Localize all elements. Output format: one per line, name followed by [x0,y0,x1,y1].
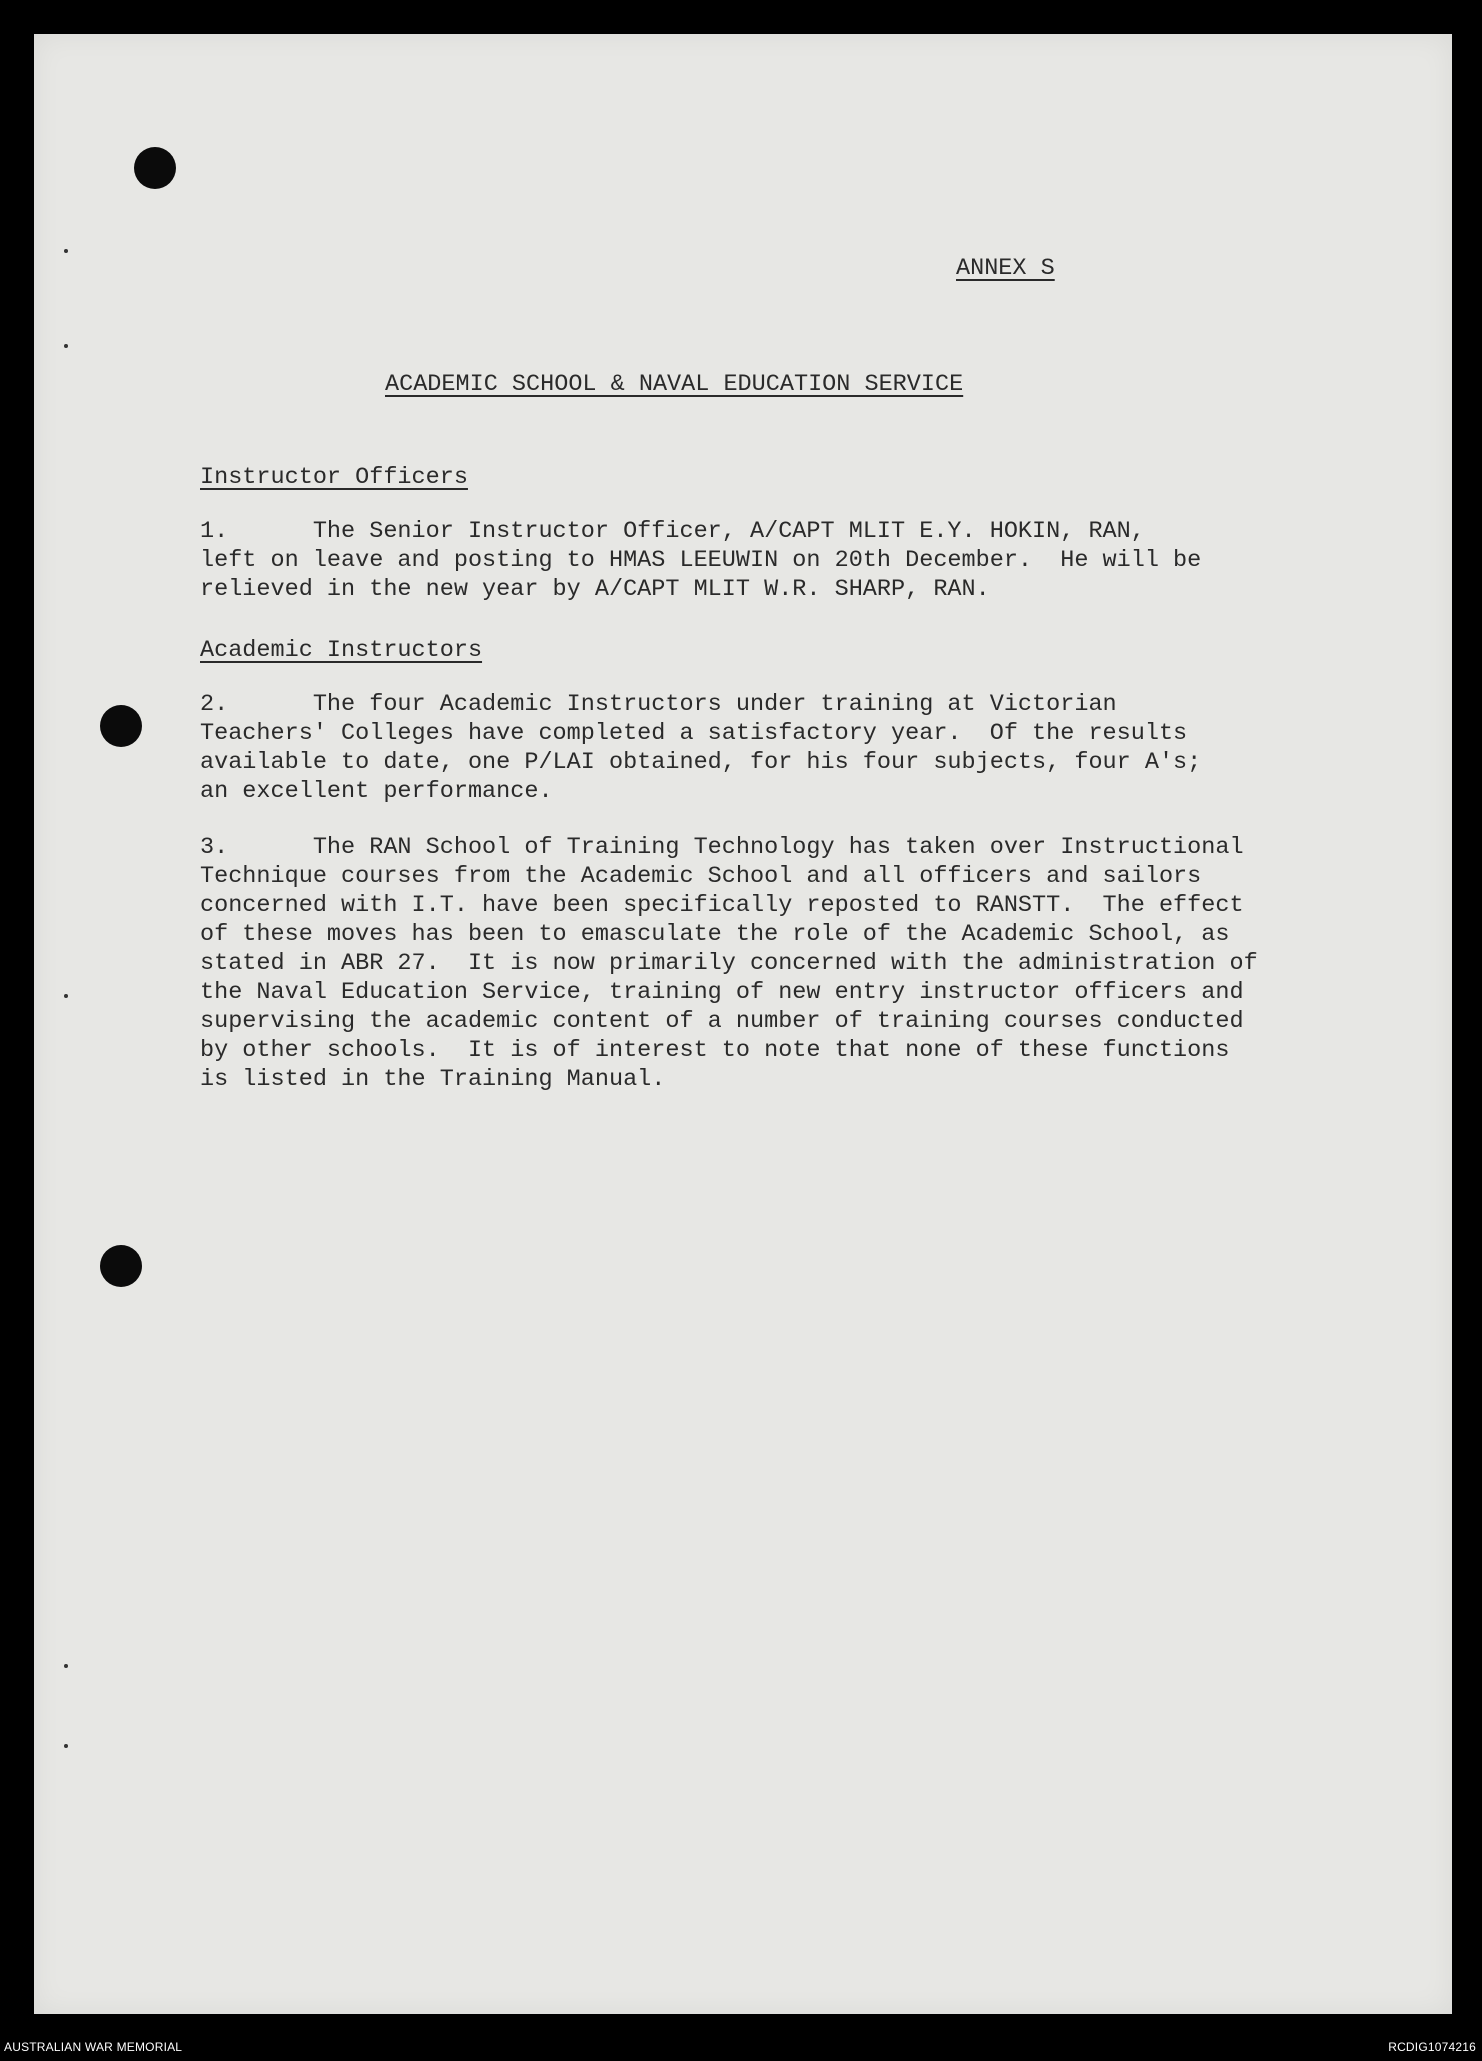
pin-mark [64,994,68,998]
paragraph-line: supervising the academic content of a number of training courses conducted [200,1008,1244,1035]
punch-hole-bottom [100,1245,142,1287]
paragraph-line: concerned with I.T. have been specifically reposted to RANSTT. The effect [200,892,1244,919]
pin-mark [64,249,68,253]
paragraph-line: relieved in the new year by A/CAPT MLIT W.R. SHARP, RAN. [200,576,990,603]
paragraph-line: 1. The Senior Instructor Officer, A/CAPT MLIT E.Y. HOKIN, RAN, [200,518,1145,545]
section-heading-instructor-officers: Instructor Officers [200,464,468,491]
punch-hole-middle [100,705,142,747]
punch-hole-top [134,147,176,189]
paragraph-3 [200,833,1258,1094]
paragraph-line: available to date, one P/LAI obtained, for his four subjects, four A's; [200,749,1202,776]
paragraph-line: stated in ABR 27. It is now primarily concerned with the administration of [200,950,1258,977]
paragraph-line: the Naval Education Service, training of new entry instructor officers and [200,979,1244,1006]
paragraph-2 [200,690,1201,806]
paragraph-1 [200,517,1201,604]
paragraph-line: by other schools. It is of interest to note that none of these functions [200,1037,1230,1064]
document-title: ACADEMIC SCHOOL & NAVAL EDUCATION SERVICE [385,371,964,398]
paragraph-line: left on leave and posting to HMAS LEEUWIN on 20th December. He will be [200,547,1202,574]
paragraph-line: is listed in the Training Manual. [200,1066,666,1093]
paragraph-line: 3. The RAN School of Training Technology has taken over Instructional [200,834,1244,861]
pin-mark [64,1744,68,1748]
paragraph-line: of these moves has been to emasculate the role of the Academic School, as [200,921,1230,948]
paragraph-line: an excellent performance. [200,778,553,805]
paragraph-line: 2. The four Academic Instructors under training at Victorian [200,691,1117,718]
footer-credit: AUSTRALIAN WAR MEMORIAL [4,2040,183,2054]
paragraph-line: Technique courses from the Academic School and all officers and sailors [200,863,1202,890]
paragraph-line: Teachers' Colleges have completed a satisfactory year. Of the results [200,720,1188,747]
footer-record-id: RCDIG1074216 [1388,2040,1476,2054]
annex-label: ANNEX S [956,255,1055,282]
section-heading-academic-instructors: Academic Instructors [200,637,483,664]
pin-mark [64,344,68,348]
pin-mark [64,1664,68,1668]
